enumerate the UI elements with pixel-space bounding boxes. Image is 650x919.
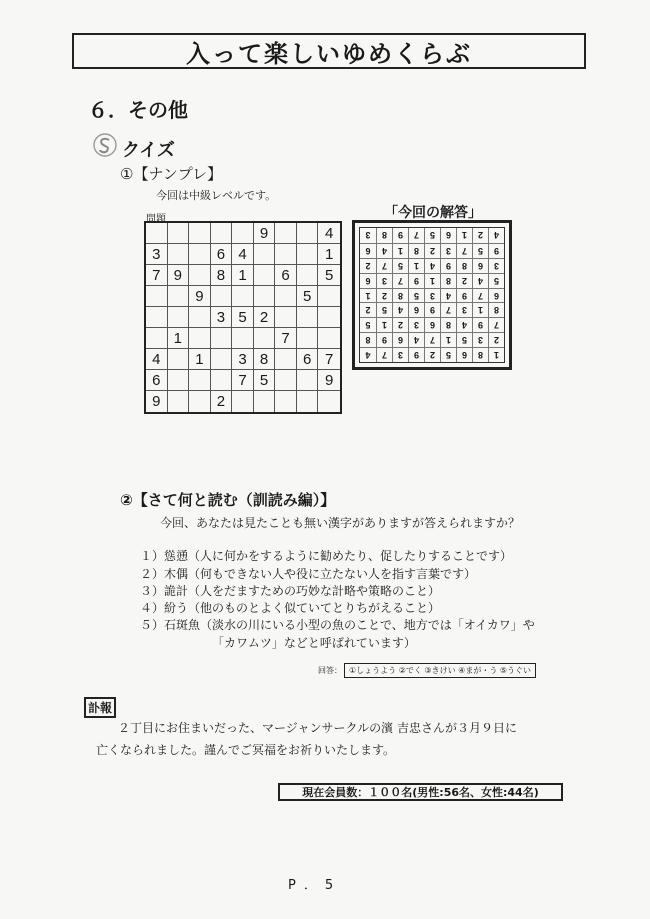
puzzle-cell: 6: [211, 244, 233, 265]
puzzle-cell: 2: [211, 391, 233, 412]
answer-cell: 9: [472, 317, 488, 332]
puzzle-cell: [297, 307, 319, 328]
puzzle-cell: [318, 286, 340, 307]
sudoku-answer-grid: [359, 227, 505, 363]
puzzle-cell: [189, 370, 211, 391]
puzzle-cell: 1: [318, 244, 340, 265]
obituary-label: 訃報: [84, 697, 116, 718]
puzzle-cell: 9: [254, 223, 276, 244]
puzzle-cell: [189, 244, 211, 265]
puzzle-cell: [146, 328, 168, 349]
puzzle-cell: 8: [254, 349, 276, 370]
answer-cell: 8: [376, 228, 392, 243]
answer-cell: 4: [488, 228, 504, 243]
membership-count-box: [278, 783, 563, 801]
answer-cell: 2: [360, 302, 376, 317]
puzzle-cell: [211, 223, 233, 244]
page-number: P．5: [288, 878, 342, 893]
answer-cell: 8: [360, 332, 376, 347]
answer-cell: 6: [488, 288, 504, 303]
puzzle-cell: 4: [318, 223, 340, 244]
puzzle-cell: [232, 223, 254, 244]
kanji-item-5-continued: 「カワムツ」などと呼ばれています）: [212, 636, 416, 650]
answer-cell: 3: [408, 317, 424, 332]
puzzle-cell: 9: [189, 286, 211, 307]
puzzle-cell: [297, 244, 319, 265]
answer-cell: 2: [424, 347, 440, 362]
puzzle-cell: 3: [211, 307, 233, 328]
nanpure-note: 今回は中級レベルです。: [156, 189, 277, 202]
puzzle-cell: [254, 265, 276, 286]
puzzle-cell: 7: [146, 265, 168, 286]
puzzle-cell: 4: [232, 244, 254, 265]
puzzle-cell: [168, 223, 190, 244]
puzzle-cell: 6: [297, 349, 319, 370]
answer-cell: 4: [440, 288, 456, 303]
answer-title: 「今回の解答」: [384, 205, 482, 221]
answer-cell: 8: [408, 243, 424, 258]
puzzle-cell: [297, 223, 319, 244]
puzzle-cell: 3: [146, 244, 168, 265]
puzzle-cell: 5: [297, 286, 319, 307]
answer-cell: 9: [392, 228, 408, 243]
kanji-item-3: ３）詭計（人をだますための巧妙な計略や策略のこと）: [140, 584, 441, 598]
sudoku-puzzle-grid: [144, 221, 342, 414]
puzzle-cell: 9: [168, 265, 190, 286]
puzzle-cell: 2: [254, 307, 276, 328]
answer-cell: 7: [440, 302, 456, 317]
puzzle-cell: [211, 328, 233, 349]
puzzle-cell: [211, 370, 233, 391]
puzzle-cell: [318, 328, 340, 349]
puzzle-cell: 5: [254, 370, 276, 391]
page-title-box: [72, 33, 586, 69]
answer-cell: 9: [408, 347, 424, 362]
puzzle-cell: [146, 223, 168, 244]
answer-cell: 8: [392, 288, 408, 303]
answer-cell: 1: [360, 288, 376, 303]
answer-cell: 7: [424, 332, 440, 347]
puzzle-cell: [168, 307, 190, 328]
puzzle-cell: [189, 265, 211, 286]
answer-cell: 5: [440, 347, 456, 362]
puzzle-cell: [275, 391, 297, 412]
kanji-item-5: ５）石斑魚（淡水の川にいる小型の魚のことで、地方では「オイカワ」や: [140, 618, 535, 632]
puzzle-cell: [318, 307, 340, 328]
answer-cell: 1: [456, 228, 472, 243]
puzzle-cell: 7: [275, 328, 297, 349]
puzzle-cell: [232, 328, 254, 349]
answer-cell: 1: [424, 273, 440, 288]
answer-cell: 5: [472, 243, 488, 258]
answer-cell: 9: [440, 258, 456, 273]
puzzle-cell: 6: [275, 265, 297, 286]
answer-cell: 6: [408, 302, 424, 317]
answer-cell: 1: [440, 332, 456, 347]
puzzle-cell: 6: [146, 370, 168, 391]
answer-cell: 5: [392, 258, 408, 273]
answer-cell: 5: [408, 288, 424, 303]
answer-cell: 1: [392, 243, 408, 258]
puzzle-cell: 8: [211, 265, 233, 286]
obituary-text-line-1: ２丁目にお住まいだった、マージャンサークルの濱 吉忠さんが３月９日に: [118, 721, 517, 735]
puzzle-cell: 9: [146, 391, 168, 412]
answer-cell: 3: [365, 230, 371, 241]
answer-cell: 6: [456, 347, 472, 362]
puzzle-cell: [232, 391, 254, 412]
answer-grid-frame: [352, 220, 512, 370]
puzzle-cell: 5: [318, 265, 340, 286]
puzzle-cell: 5: [232, 307, 254, 328]
puzzle-cell: [297, 370, 319, 391]
answer-cell: 7: [456, 243, 472, 258]
puzzle-cell: 1: [189, 349, 211, 370]
puzzle-cell: [275, 244, 297, 265]
puzzle-cell: [297, 391, 319, 412]
answer-cell: 8: [440, 317, 456, 332]
answer-cell: 6: [424, 317, 440, 332]
puzzle-cell: [168, 286, 190, 307]
answer-cell: 2: [488, 332, 504, 347]
answer-cell: 8: [440, 273, 456, 288]
answer-cell: 7: [376, 258, 392, 273]
puzzle-cell: [189, 328, 211, 349]
answer-cell: 4: [424, 258, 440, 273]
puzzle-cell: [189, 391, 211, 412]
answer-cell: 7: [488, 317, 504, 332]
answer-cell: 6: [392, 332, 408, 347]
answer-cell: 9: [408, 273, 424, 288]
quiz-heading: クイズ: [122, 140, 175, 161]
obituary-text-line-2: 亡くなられました。謹んでご冥福をお祈りいたします。: [96, 743, 396, 757]
answer-cell: 4: [456, 317, 472, 332]
puzzle-cell: 3: [232, 349, 254, 370]
answer-cell: 2: [376, 288, 392, 303]
answer-cell: 7: [408, 228, 424, 243]
puzzle-label: 問題: [146, 214, 166, 225]
kanji-answer-label: 回答：: [318, 666, 342, 675]
answer-cell: 4: [472, 273, 488, 288]
answer-cell: 4: [360, 347, 376, 362]
answer-cell: 2: [392, 317, 408, 332]
answer-cell: 7: [472, 288, 488, 303]
puzzle-cell: [275, 349, 297, 370]
puzzle-cell: [254, 286, 276, 307]
kanji-answer-line: [318, 663, 536, 678]
puzzle-cell: [275, 370, 297, 391]
answer-cell: 7: [376, 347, 392, 362]
puzzle-cell: [318, 391, 340, 412]
answer-cell: 6: [360, 243, 376, 258]
puzzle-cell: [232, 286, 254, 307]
answer-cell: 1: [376, 317, 392, 332]
answer-cell: 9: [456, 288, 472, 303]
puzzle-cell: [146, 286, 168, 307]
answer-cell: 8: [472, 347, 488, 362]
puzzle-cell: 9: [318, 370, 340, 391]
page-title: 入って楽しいゆめくらぶ: [186, 39, 472, 68]
puzzle-cell: 1: [168, 328, 190, 349]
answer-cell: 1: [472, 302, 488, 317]
puzzle-cell: [189, 307, 211, 328]
answer-cell: 1: [488, 347, 504, 362]
puzzle-cell: [275, 223, 297, 244]
puzzle-cell: [168, 370, 190, 391]
puzzle-cell: 4: [146, 349, 168, 370]
answer-cell: 6: [440, 228, 456, 243]
answer-cell: 1: [408, 258, 424, 273]
answer-cell: 3: [440, 243, 456, 258]
answer-cell: 5: [488, 273, 504, 288]
answer-cell: 3: [424, 288, 440, 303]
kanji-answer-text: ①しょうよう ②でく ③きけい ④まが・う ⑤うぐい: [344, 663, 536, 678]
answer-cell: 5: [360, 317, 376, 332]
puzzle-cell: [168, 349, 190, 370]
answer-cell: 2: [424, 243, 440, 258]
answer-cell: 3: [392, 347, 408, 362]
answer-cell: 5: [424, 228, 440, 243]
answer-cell: 2: [472, 228, 488, 243]
answer-cell: 7: [392, 273, 408, 288]
answer-cell: 6: [472, 258, 488, 273]
puzzle-cell: [146, 307, 168, 328]
puzzle-cell: [168, 391, 190, 412]
kanji-quiz-question: 今回、あなたは見たことも無い漢字がありますが答えられますか？: [160, 516, 521, 530]
answer-cell: 3: [488, 258, 504, 273]
puzzle-cell: [211, 286, 233, 307]
answer-cell: 2: [360, 258, 376, 273]
puzzle-cell: 7: [232, 370, 254, 391]
answer-cell: 9: [424, 302, 440, 317]
answer-cell: 5: [456, 332, 472, 347]
answer-cell: 2: [456, 273, 472, 288]
answer-cell: 3: [376, 273, 392, 288]
kanji-item-4: ４）紛う（他のものとよく似ていてとりちがえること）: [140, 601, 441, 615]
answer-cell: 5: [376, 302, 392, 317]
puzzle-cell: 7: [318, 349, 340, 370]
answer-cell: 3: [472, 332, 488, 347]
puzzle-cell: [275, 307, 297, 328]
puzzle-cell: [297, 328, 319, 349]
answer-cell: 8: [488, 302, 504, 317]
puzzle-cell: [254, 328, 276, 349]
puzzle-cell: [297, 265, 319, 286]
answer-cell: 4: [392, 302, 408, 317]
answer-cell: 9: [376, 332, 392, 347]
answer-cell: 4: [408, 332, 424, 347]
puzzle-cell: [275, 286, 297, 307]
membership-count: 現在会員数：１００名(男性:56名、女性:44名): [302, 786, 539, 799]
answer-cell: 8: [456, 258, 472, 273]
puzzle-cell: [254, 244, 276, 265]
answer-cell: 9: [488, 243, 504, 258]
answer-cell: 3: [456, 302, 472, 317]
puzzle-cell: [254, 391, 276, 412]
section-heading: ６．その他: [88, 98, 188, 122]
puzzle-cell: 1: [232, 265, 254, 286]
kanji-item-2: ２）木偶（何もできない人や役に立たない人を指す言葉です）: [140, 567, 477, 581]
puzzle-cell: [189, 223, 211, 244]
decorative-s-icon: [92, 132, 118, 158]
kanji-quiz-heading: ②【さて何と読む（訓読み編）】: [120, 491, 336, 509]
nanpure-heading: ①【ナンプレ】: [120, 165, 223, 183]
puzzle-cell: [211, 349, 233, 370]
puzzle-cell: [168, 244, 190, 265]
answer-cell: 4: [376, 243, 392, 258]
kanji-item-1: １）慫慂（人に何かをするように勧めたり、促したりすることです）: [140, 549, 513, 563]
answer-cell: 6: [360, 273, 376, 288]
